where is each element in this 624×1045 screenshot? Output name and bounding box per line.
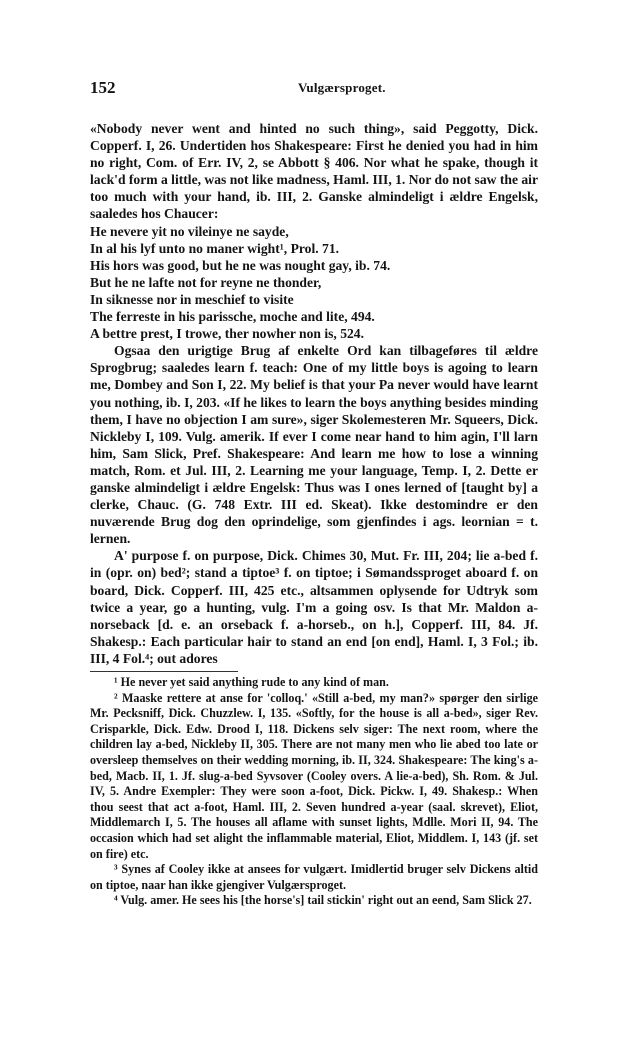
footnotes: [90, 668, 538, 909]
paragraph-nobody-never: «Nobody never went and hinted no such thing», said Peggotty, Dick. Copperf. I, 26. Undertiden hos Shakespeare: First he denied you had in him no right, Com. of Err. IV, 2, se Abbott § 406. Nor what he spake, though it lack'd form a little, was not like madness, Haml. III, 1. Nor do not saw the air too much with your hand, ib. III, 2. Ganske almindeligt i ældre Engelsk, saaledes hos Chaucer:: [90, 121, 538, 222]
verse-line: In siknesse nor in meschief to visite: [90, 291, 294, 307]
running-title: Vulgærsproget.: [298, 80, 386, 95]
verse-line: In al his lyf unto no maner wight¹, Prol. 71.: [90, 240, 340, 256]
footnote-2: ² Maaske rettere at anse for 'colloq.' «Still a-bed, my man?» spørger den sirlige Mr. Pecksniff, Dick. Chuzzlew. I, 135. «Softly, for the house is all a-bed», siger Rev. Crisparkle, Dick. Edw. Drood I, 118. Dickens selv siger: The next room, where the children lay a-bed, Nickleby II, 305. There are not many men who lie abed too late or oversleep themselves on their wedding morning, ib. II, 324. Shakespeare: The king's a-bed, Macb. II, 1. Jf. slug-a-bed Syvsover (Cooley overs. A lie-a-bed), Sh. Rom. & Jul. IV, 5. Andre Exempler: They were soon a-foot, Dick. Pickw. I, 49. Shakesp.: When thou seest that act a-foot, Haml. III, 2. Seven hundred a-year (saal. skrevet), Eliot, Middlemarch I, 5. The houses all aflame with sunset lights, Mdlle. Mori II, 94. The occasion which had set alight the inflammable material, Eliot, Middlem. I, 143 (jf. set on fire) etc.: [90, 690, 538, 861]
footnote-rule: [90, 671, 238, 672]
verse-line: A bettre prest, I trowe, ther nowher non is, 524.: [90, 326, 365, 342]
paragraph-a-purpose: A' purpose f. on purpose, Dick. Chimes 30, Mut. Fr. III, 204; lie a-bed f. in (opr. on) bed²; stand a tiptoe³ f. on tiptoe; i Sømandssproget aboard f. on board, Dick. Copperf. III, 425 etc., altsammen oplysende for Udtryk som twice a year, go a hunting, vulg. I'm a going osv. Is that Mr. Maldon a-norseback [d. e. an orseback f. a-horseb., on h.], Copperf. III, 84. Jf. Shakesp.: Each particular hair to stand an end [on end], Haml. I, 3 Fol.; ib. III, 4 Fol.⁴; out adores: [90, 548, 538, 666]
verse-line: But he ne lafte not for reyne ne thonder,: [90, 274, 322, 290]
page-header: [90, 78, 530, 102]
verse-line: The ferreste in his parissche, moche and lite, 494.: [90, 309, 375, 325]
footnote-4: ⁴ Vulg. amer. He sees his [the horse's] tail stickin' right out an eend, Sam Slick 27.: [114, 893, 532, 908]
main-text: [90, 120, 538, 667]
paragraph-learn: Ogsaa den urigtige Brug af enkelte Ord kan tilbageføres til ældre Sprogbrug; saaledes learn f. teach: One of my little boys is agoing to learn me, Dombey and Son I, 22. My belief is that your Pa never would have learnt you nothing, ib. I, 203. «If he likes to learn the boys anything besides minding them, I have no objection I am sure», siger Skolemesteren Mr. Squeers, Dick. Nickleby I, 109. Vulg. amerik. If ever I come near hand to him agin, I'll larn him, Sam Slick, Pref. Shakespeare: And learn me how to lose a winning match, Rom. et Jul. III, 2. Learning me your language, Temp. I, 2. Dette er ganske almindeligt i ældre Engelsk: Thus was I ones lerned of [taught by] a clerke, Chauc. (G. 748 Extr. III ed. Skeat). Ikke destomindre er den nuværende Brug dog den oprindelige, som gjenfindes i ags. leornian = t. lernen.: [90, 343, 538, 547]
page-number: 152: [90, 78, 116, 97]
footnote-3: ³ Synes af Cooley ikke at ansees for vulgært. Imidlertid bruger selv Dickens altid on tiptoe, naar han ikke gjengiver Vulgærsproget.: [90, 862, 538, 892]
verse-line: He nevere yit no vileinye ne sayde,: [90, 223, 289, 239]
footnote-1: ¹ He never yet said anything rude to any kind of man.: [114, 675, 389, 689]
quote-line: His hors was good, but he ne was nought gay, ib. 74.: [90, 257, 391, 273]
